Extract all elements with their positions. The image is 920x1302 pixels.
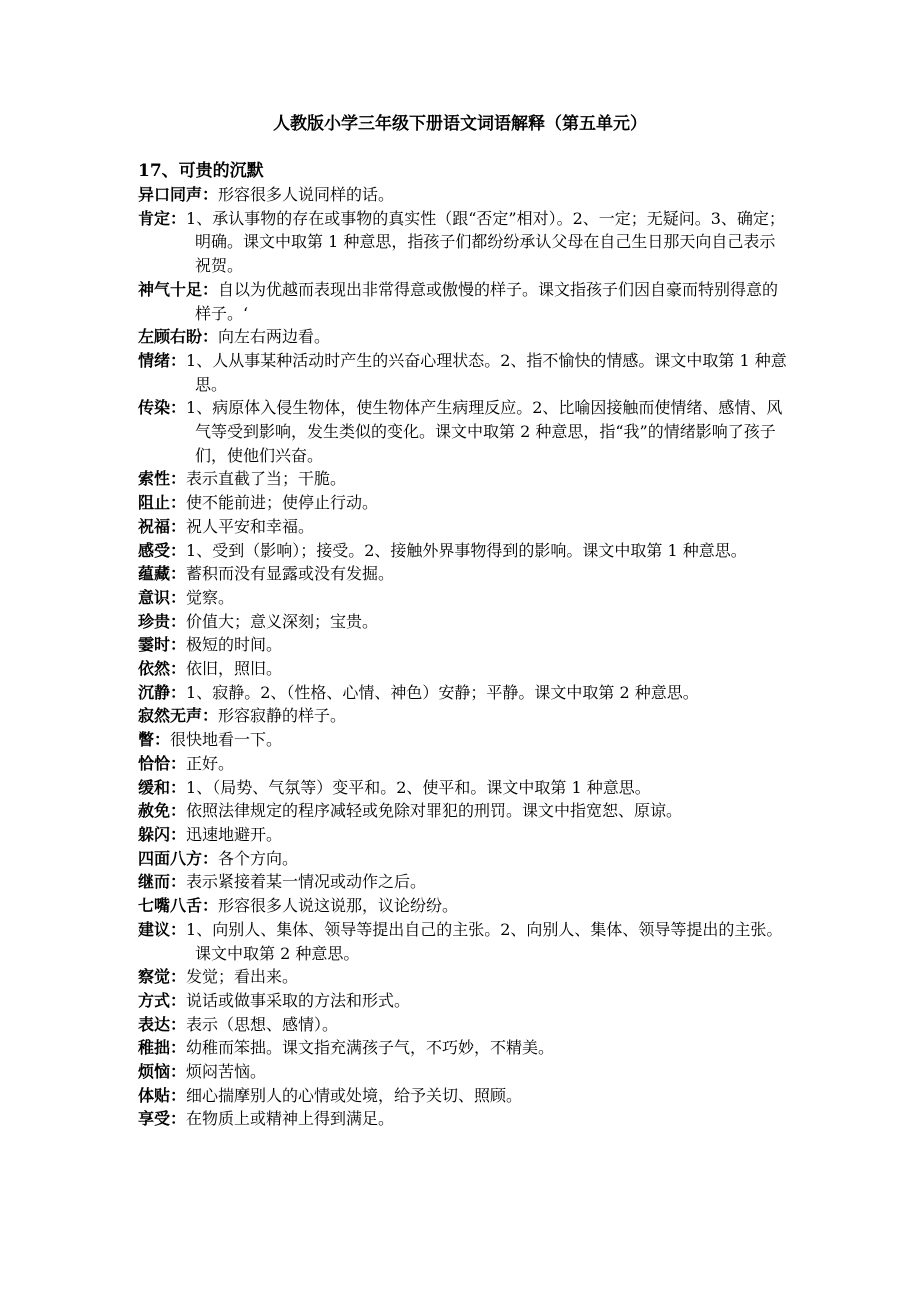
entry-definition: 幼稚而笨拙。课文指充满孩子气，不巧妙，不精美。: [186, 1038, 555, 1058]
entry-term: 瞥: [138, 730, 155, 750]
entry-separator: ：: [170, 208, 187, 228]
entry-term: 表达: [138, 1014, 171, 1034]
entry-separator: ：: [170, 659, 187, 679]
vocabulary-entry: [138, 1107, 788, 1131]
entry-definition: 向左右两边看。: [218, 327, 331, 347]
section-heading: 17、可贵的沉默: [138, 161, 264, 181]
entry-separator: ：: [170, 967, 187, 987]
entry-definition: 表示紧接着某一情况或动作之后。: [186, 872, 427, 892]
vocabulary-entry: [138, 183, 788, 207]
entry-term: 珍贵: [138, 611, 171, 631]
vocabulary-entry: [138, 918, 788, 965]
vocabulary-entry: [138, 894, 788, 918]
vocabulary-entry: [138, 870, 788, 894]
vocabulary-entry: [138, 965, 788, 989]
vocabulary-entry: [138, 207, 788, 278]
entry-separator: ：: [170, 1062, 187, 1082]
vocabulary-entry: [138, 349, 788, 396]
vocabulary-entry: [138, 539, 788, 563]
vocabulary-entry: [138, 633, 788, 657]
entry-term: 阻止: [138, 493, 171, 513]
entry-term: 霎时: [138, 635, 171, 655]
vocabulary-entry: [138, 704, 788, 728]
entry-separator: ：: [202, 896, 219, 916]
entry-separator: ：: [170, 824, 187, 844]
entry-definition: 使不能前进；使停止行动。: [186, 493, 379, 513]
entry-term: 祝福: [138, 516, 171, 536]
vocabulary-entry: [138, 515, 788, 539]
entry-separator: ：: [154, 730, 171, 750]
entry-term: 传染: [138, 398, 171, 418]
entry-term: 左顾右盼: [138, 327, 203, 347]
entry-term: 察觉: [138, 967, 171, 987]
entry-term: 烦恼: [138, 1062, 171, 1082]
entry-definition: 1、（局势、气氛等）变平和。2、使平和。课文中取第 1 种意思。: [186, 777, 651, 797]
entry-definition: 各个方向。: [218, 848, 299, 868]
entry-separator: ：: [170, 587, 187, 607]
vocabulary-entry: [138, 396, 788, 467]
entry-separator: ：: [170, 469, 187, 489]
vocabulary-entry: [138, 847, 788, 871]
entry-definition: 迅速地避开。: [186, 824, 283, 844]
entry-definition: 表示直截了当；干脆。: [186, 469, 347, 489]
entry-term: 蕴藏: [138, 564, 171, 584]
vocabulary-entry: [138, 325, 788, 349]
entry-separator: ：: [202, 327, 219, 347]
vocabulary-list: [138, 183, 788, 1131]
entry-term: 继而: [138, 872, 171, 892]
entry-definition: 烦闷苦恼。: [186, 1062, 267, 1082]
entry-term: 意识: [138, 587, 171, 607]
vocabulary-entry: [138, 467, 788, 491]
entry-definition: 极短的时间。: [186, 635, 283, 655]
entry-definition: 觉察。: [186, 587, 235, 607]
entry-term: 缓和: [138, 777, 171, 797]
entry-definition: 蓄积而没有显露或没有发掘。: [186, 564, 395, 584]
entry-separator: ：: [170, 635, 187, 655]
entry-definition: 依旧，照旧。: [186, 659, 283, 679]
entry-definition: 价值大；意义深刻；宝贵。: [186, 611, 379, 631]
entry-term: 体贴: [138, 1085, 171, 1105]
entry-definition: 自以为优越而表现出非常得意或傲慢的样子。课文指孩子们因自豪而特别得意的样子。‘: [195, 279, 779, 323]
entry-term: 建议: [138, 919, 171, 939]
entry-term: 方式: [138, 990, 171, 1010]
entry-separator: ：: [170, 682, 187, 702]
vocabulary-entry: [138, 657, 788, 681]
entry-separator: ：: [170, 350, 187, 370]
entry-definition: 在物质上或精神上得到满足。: [186, 1109, 395, 1129]
vocabulary-entry: [138, 278, 788, 325]
entry-separator: ：: [170, 753, 187, 773]
entry-definition: 正好。: [186, 753, 235, 773]
entry-separator: ：: [170, 1014, 187, 1034]
vocabulary-entry: [138, 799, 788, 823]
entry-separator: ：: [202, 279, 219, 299]
vocabulary-entry: [138, 1036, 788, 1060]
entry-term: 恰恰: [138, 753, 171, 773]
entry-term: 赦免: [138, 801, 171, 821]
entry-term: 神气十足: [138, 279, 203, 299]
entry-definition: 依照法律规定的程序减轻或免除对罪犯的刑罚。课文中指宽恕、原谅。: [186, 801, 683, 821]
vocabulary-entry: [138, 491, 788, 515]
vocabulary-entry: [138, 1084, 788, 1108]
entry-definition: 1、病原体入侵生物体，使生物体产生病理反应。2、比喻因接触而使情绪、感情、风气等受到影响，发生类似的变化。课文中取第 2 种意思，指“我”的情绪影响了孩子们，使他们兴奋。: [186, 398, 783, 465]
entry-separator: ：: [170, 516, 187, 536]
entry-definition: 1、承认事物的存在或事物的真实性（跟“否定”相对）。2、一定；无疑问。3、确定；明确。课文中取第 1 种意思，指孩子们都纷纷承认父母在自己生日那天向自己表示祝贺。: [186, 208, 785, 276]
entry-term: 情绪: [138, 350, 171, 370]
entry-separator: ：: [170, 777, 187, 797]
entry-definition: 1、人从事某种活动时产生的兴奋心理状态。2、指不愉快的情感。课文中取第 1 种意思。: [186, 350, 787, 394]
entry-term: 躲闪: [138, 824, 171, 844]
entry-definition: 形容很多人说这说那，议论纷纷。: [218, 896, 459, 916]
entry-separator: ：: [170, 990, 187, 1010]
entry-definition: 很快地看一下。: [170, 730, 283, 750]
document-title: 人教版小学三年级下册语文词语解释（第五单元）: [273, 114, 647, 134]
vocabulary-entry: [138, 823, 788, 847]
entry-term: 感受: [138, 540, 171, 560]
entry-definition: 1、寂静。2、（性格、心情、神色）安静；平静。课文中取第 2 种意思。: [186, 682, 699, 702]
entry-term: 索性: [138, 469, 171, 489]
entry-definition: 形容很多人说同样的话。: [218, 185, 395, 204]
entry-separator: ：: [202, 706, 219, 726]
vocabulary-entry: [138, 610, 788, 634]
entry-separator: ：: [170, 1038, 187, 1058]
vocabulary-entry: [138, 752, 788, 776]
entry-term: 稚拙: [138, 1038, 171, 1058]
entry-definition: 表示（思想、感情）。: [186, 1014, 339, 1034]
entry-separator: ：: [170, 611, 187, 631]
entry-definition: 说话或做事采取的方法和形式。: [186, 990, 411, 1010]
vocabulary-entry: [138, 1013, 788, 1037]
entry-separator: ：: [170, 1109, 187, 1129]
entry-separator: ：: [170, 540, 187, 560]
entry-term: 享受: [138, 1109, 171, 1129]
vocabulary-entry: [138, 728, 788, 752]
entry-separator: ：: [170, 919, 187, 939]
entry-term: 依然: [138, 659, 171, 679]
vocabulary-entry: [138, 989, 788, 1013]
entry-definition: 1、向别人、集体、领导等提出自己的主张。2、向别人、集体、领导等提出的主张。课文中取第 2 种意思。: [186, 919, 783, 963]
entry-term: 七嘴八舌: [138, 896, 203, 916]
entry-separator: ：: [170, 1085, 187, 1105]
entry-separator: ：: [170, 564, 187, 584]
vocabulary-entry: [138, 586, 788, 610]
entry-definition: 形容寂静的样子。: [218, 706, 347, 726]
entry-separator: ：: [170, 801, 187, 821]
entry-separator: ：: [202, 185, 219, 204]
entry-definition: 发觉；看出来。: [186, 967, 299, 987]
entry-separator: ：: [170, 398, 187, 418]
entry-separator: ：: [202, 848, 219, 868]
entry-definition: 祝人平安和幸福。: [186, 516, 315, 536]
entry-term: 沉静: [138, 682, 171, 702]
vocabulary-entry: [138, 681, 788, 705]
entry-definition: 1、受到（影响）；接受。2、接触外界事物得到的影响。课文中取第 1 种意思。: [186, 540, 747, 560]
entry-separator: ：: [170, 493, 187, 513]
entry-term: 异口同声: [138, 185, 203, 204]
vocabulary-entry: [138, 776, 788, 800]
entry-term: 肯定: [138, 208, 171, 228]
entry-term: 四面八方: [138, 848, 203, 868]
vocabulary-entry: [138, 1060, 788, 1084]
vocabulary-entry: [138, 562, 788, 586]
entry-separator: ：: [170, 872, 187, 892]
entry-definition: 细心揣摩别人的心情或处境，给予关切、照顾。: [186, 1085, 523, 1105]
entry-term: 寂然无声: [138, 706, 203, 726]
